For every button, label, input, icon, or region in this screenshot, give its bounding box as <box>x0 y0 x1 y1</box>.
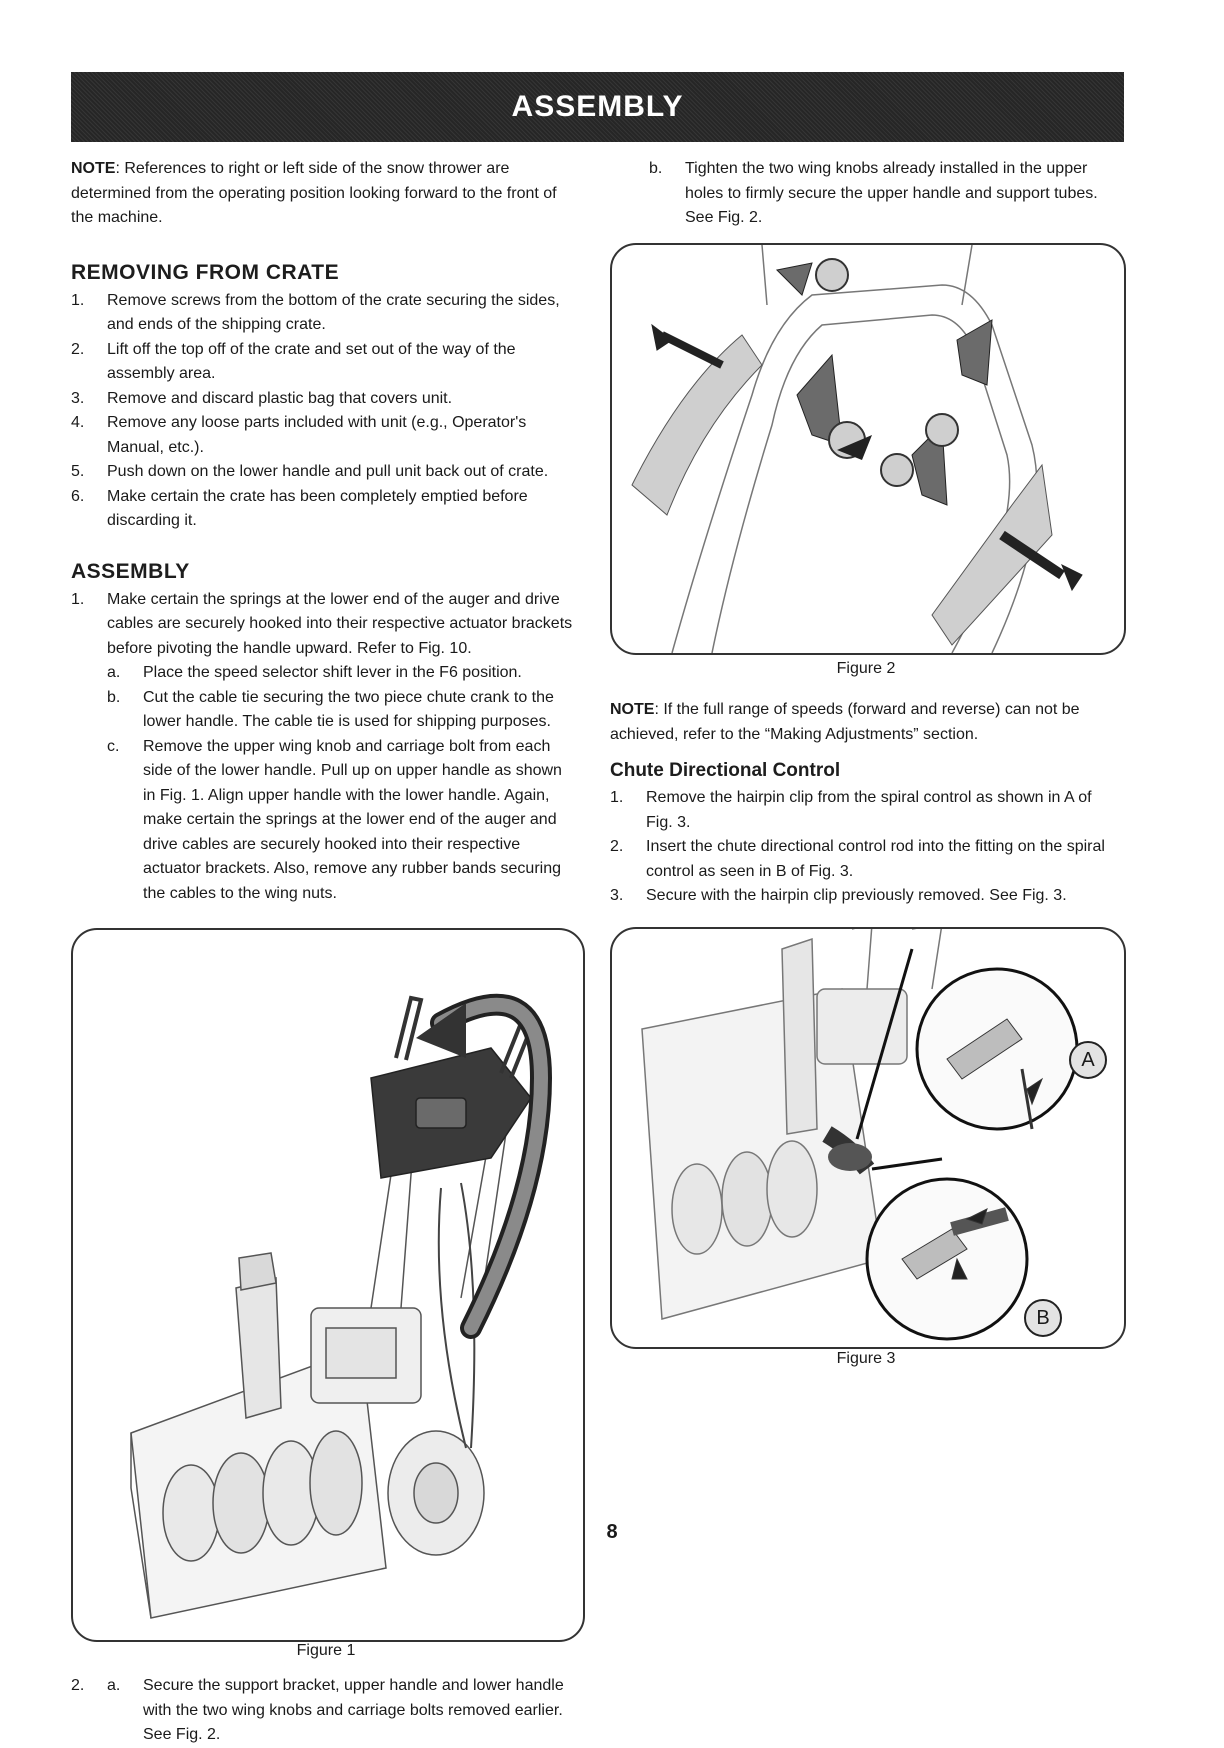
substep-item <box>107 1674 576 1748</box>
section-heading-removing: REMOVING FROM CRATE <box>71 260 340 284</box>
step-number: 5. <box>71 463 85 480</box>
substep-text: Secure the support bracket, upper handle and lower handle with the two wing knobs and carriage bolts removed earlier. See Fig. 2. <box>143 1677 564 1743</box>
figure-3-caption: Figure 3 <box>836 1350 896 1367</box>
step-text: Insert the chute directional control rod into the fitting on the spiral control as seen in B of Fig. 3. <box>646 838 1105 880</box>
removing-steps-list <box>71 289 576 534</box>
chute-control-illustration <box>612 929 1124 1347</box>
substep-item <box>107 661 576 686</box>
step-text: Remove and discard plastic bag that covers unit. <box>107 389 453 407</box>
note-paragraph-2 <box>610 698 1122 747</box>
list-item <box>610 835 1122 884</box>
list-item <box>610 786 1122 835</box>
step-text: Make certain the crate has been completely emptied before discarding it. <box>107 487 528 529</box>
callout-a-badge: A <box>1069 1041 1107 1079</box>
substep-number: b. <box>107 688 121 706</box>
page-title: ASSEMBLY <box>511 90 684 123</box>
list-item <box>71 588 576 907</box>
step-number: 3. <box>610 887 624 904</box>
step-text: Remove any loose parts included with unit (e.g., Operator's Manual, etc.). <box>107 414 527 456</box>
list-item <box>71 411 576 460</box>
list-item <box>71 289 576 338</box>
section-heading-chute: Chute Directional Control <box>610 760 841 781</box>
step-text: Remove screws from the bottom of the crate securing the sides, and ends of the shipping crate. <box>107 291 560 333</box>
step-number: 2. <box>71 1677 85 1694</box>
chute-section <box>610 760 1122 909</box>
note-paragraph <box>71 157 576 231</box>
list-item <box>610 884 1122 909</box>
step-text: Make certain the springs at the lower end of the auger and drive cables are securely hooked into their respective actuator brackets before pivoting the handle upward. Refer to Fig. 10. <box>107 590 573 657</box>
step-text: Remove the hairpin clip from the spiral control as shown in A of Fig. 3. <box>646 789 1092 831</box>
list-item <box>71 338 576 387</box>
note-text: : If the full range of speeds (forward and reverse) can not be achieved, refer to the “Making Adjustments” section. <box>610 701 1080 743</box>
assembly-steps-list <box>71 588 576 907</box>
substep-item <box>107 686 576 735</box>
step-number: 1. <box>71 590 85 608</box>
substep-number: c. <box>107 737 120 755</box>
step-number: 2. <box>71 340 85 358</box>
header-banner <box>71 72 1124 142</box>
step-text: Push down on the lower handle and pull unit back out of crate. <box>107 463 549 480</box>
list-item <box>71 460 576 485</box>
step-number: 4. <box>71 414 85 431</box>
step-number: 1. <box>610 789 624 806</box>
figure-2-caption: Figure 2 <box>836 660 896 677</box>
step-number: 6. <box>71 487 85 505</box>
wing-knob-illustration <box>612 245 1124 653</box>
list-item <box>649 157 1124 231</box>
step-number: 2. <box>610 838 624 855</box>
step-text: Lift off the top off of the crate and set out of the way of the assembly area. <box>107 340 516 382</box>
substep-number: a. <box>107 664 121 681</box>
note-text: : References to right or left side of the snow thrower are determined from the operating position looking forward to the front of the machine. <box>71 160 557 226</box>
substep-text: Remove the upper wing knob and carriage bolt from each side of the lower handle. Pull up on upper handle as shown in Fig. 1. Align upper handle with the lower handle. Again, make certain the springs at the lower end of the auger and drive cables are securely hooked into their respective actuator brackets. Also, remove any rubber bands securing the cables to the wing nuts. <box>143 737 562 902</box>
step-number: 3. <box>71 389 85 407</box>
substep-text: Cut the cable tie securing the two piece chute crank to the lower handle. The cable tie is used for shipping purposes. <box>143 688 554 730</box>
list-item <box>71 387 576 412</box>
figure-3 <box>610 927 1126 1349</box>
substep-item <box>107 735 576 907</box>
chute-steps-list <box>610 786 1122 909</box>
step-text: Secure with the hairpin clip previously removed. See Fig. 3. <box>646 887 1067 904</box>
list-item <box>71 1674 576 1748</box>
list-item <box>71 485 576 534</box>
note-label: NOTE <box>71 160 116 177</box>
substep-number: a. <box>107 1677 121 1694</box>
figure-1-caption: Figure 1 <box>296 1642 356 1659</box>
callout-b-badge: B <box>1024 1299 1062 1337</box>
step-number: 1. <box>71 291 85 309</box>
substep-text: Place the speed selector shift lever in the F6 position. <box>143 664 522 681</box>
step-number: b. <box>649 160 663 177</box>
section-heading-assembly: ASSEMBLY <box>71 559 190 583</box>
page-number: 8 <box>606 1521 618 1543</box>
figure-2 <box>610 243 1126 655</box>
step-text: Tighten the two wing knobs already installed in the upper holes to firmly secure the upper handle and support tubes. See Fig. 2. <box>685 160 1098 226</box>
note-label: NOTE <box>610 701 655 718</box>
left-column <box>71 157 576 906</box>
